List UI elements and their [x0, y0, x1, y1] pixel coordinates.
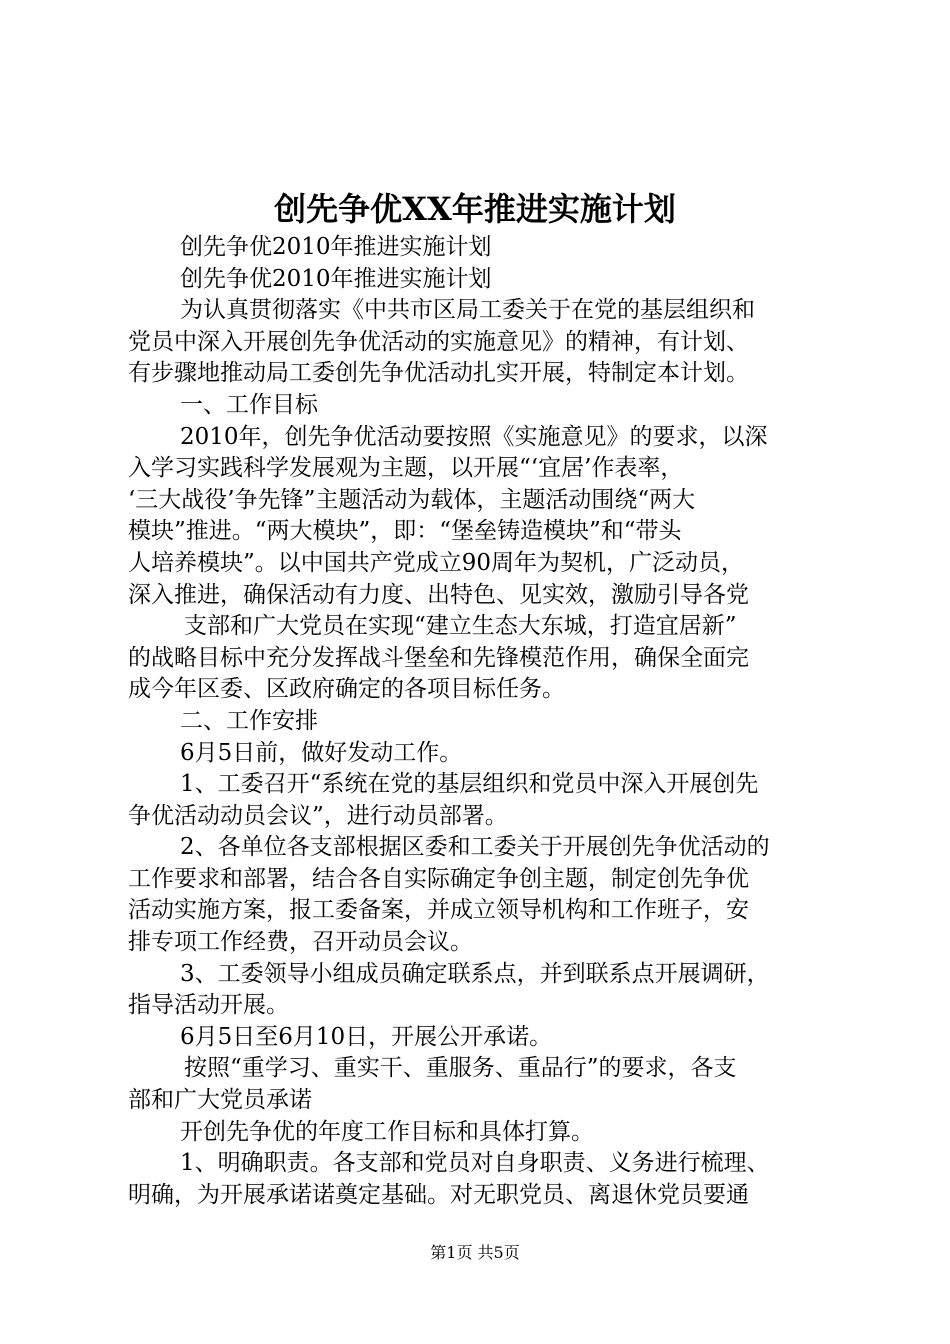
- text-line: 创先争优2010年推进实施计划: [180, 265, 492, 292]
- text-line: 6月5日至6月10日，开展公开承诺。: [180, 1023, 553, 1050]
- text-line: ‘三大战役’争先锋”主题活动为载体，主题活动围绕“两大: [128, 486, 696, 513]
- text-line: 排专项工作经费，召开动员会议。: [128, 929, 473, 956]
- text-line: 模块”推进。“两大模块”，即：“堡垒铸造模块”和“带头: [128, 518, 682, 545]
- text-line: 一、工作目标: [180, 391, 318, 418]
- text-line: 争优活动动员会议”，进行动员部署。: [128, 802, 508, 829]
- text-line: 1、明确职责。各支部和党员对自身职责、义务进行梳理、: [180, 1150, 770, 1177]
- text-line: 指导活动开展。: [128, 992, 289, 1019]
- text-line: 部和广大党员承诺: [128, 1087, 312, 1114]
- text-line: 人培养模块”。以中国共产党成立90周年为契机，广泛动员，: [128, 549, 745, 576]
- text-line: 6月5日前，做好发动工作。: [180, 739, 463, 766]
- text-line: 创先争优2010年推进实施计划: [180, 234, 492, 260]
- text-line: 成今年区委、区政府确定的各项目标任务。: [128, 676, 565, 703]
- text-line: 有步骤地推动局工委创先争优活动扎实开展，特制定本计划。: [128, 360, 749, 387]
- text-line: 深入推进，确保活动有力度、出特色、见实效，激励引导各党: [128, 581, 749, 608]
- text-line: 按照“重学习、重实干、重服务、重品行”的要求，各支: [184, 1055, 737, 1082]
- text-line: 为认真贯彻落实《中共市区局工委关于在党的基层组织和: [180, 297, 755, 324]
- text-line: 3、工委领导小组成员确定联系点，并到联系点开展调研，: [180, 960, 770, 987]
- text-line: 党员中深入开展创先争优活动的实施意见》的精神，有计划、: [128, 328, 749, 355]
- text-line: 入学习实践科学发展观为主题，以开展“‘宜居’作表率，: [128, 455, 684, 482]
- document-title: 创先争优XX年推进实施计划: [274, 190, 676, 228]
- text-line: 2、各单位各支部根据区委和工委关于开展创先争优活动的: [180, 834, 770, 861]
- text-line: 的战略目标中充分发挥战斗堡垒和先锋模范作用，确保全面完: [128, 644, 749, 671]
- text-line: 1、工委召开“系统在党的基层组织和党员中深入开展创先: [180, 771, 759, 798]
- page-footer: 第1页 共5页: [430, 1243, 520, 1262]
- text-line: 2010年，创先争优活动要按照《实施意见》的要求，以深: [180, 423, 768, 450]
- text-line: 二、工作安排: [180, 707, 318, 734]
- text-line: 支部和广大党员在实现“建立生态大东城，打造宜居新”: [184, 613, 737, 640]
- text-line: 明确，为开展承诺诺奠定基础。对无职党员、离退休党员要通: [128, 1181, 749, 1208]
- document-body: [128, 232, 832, 1211]
- text-line: 工作要求和部署，结合各自实际确定争创主题，制定创先争优: [128, 865, 749, 892]
- text-line: 开创先争优的年度工作目标和具体打算。: [180, 1118, 594, 1145]
- text-line: 活动实施方案，报工委备案，并成立领导机构和工作班子，安: [128, 897, 749, 924]
